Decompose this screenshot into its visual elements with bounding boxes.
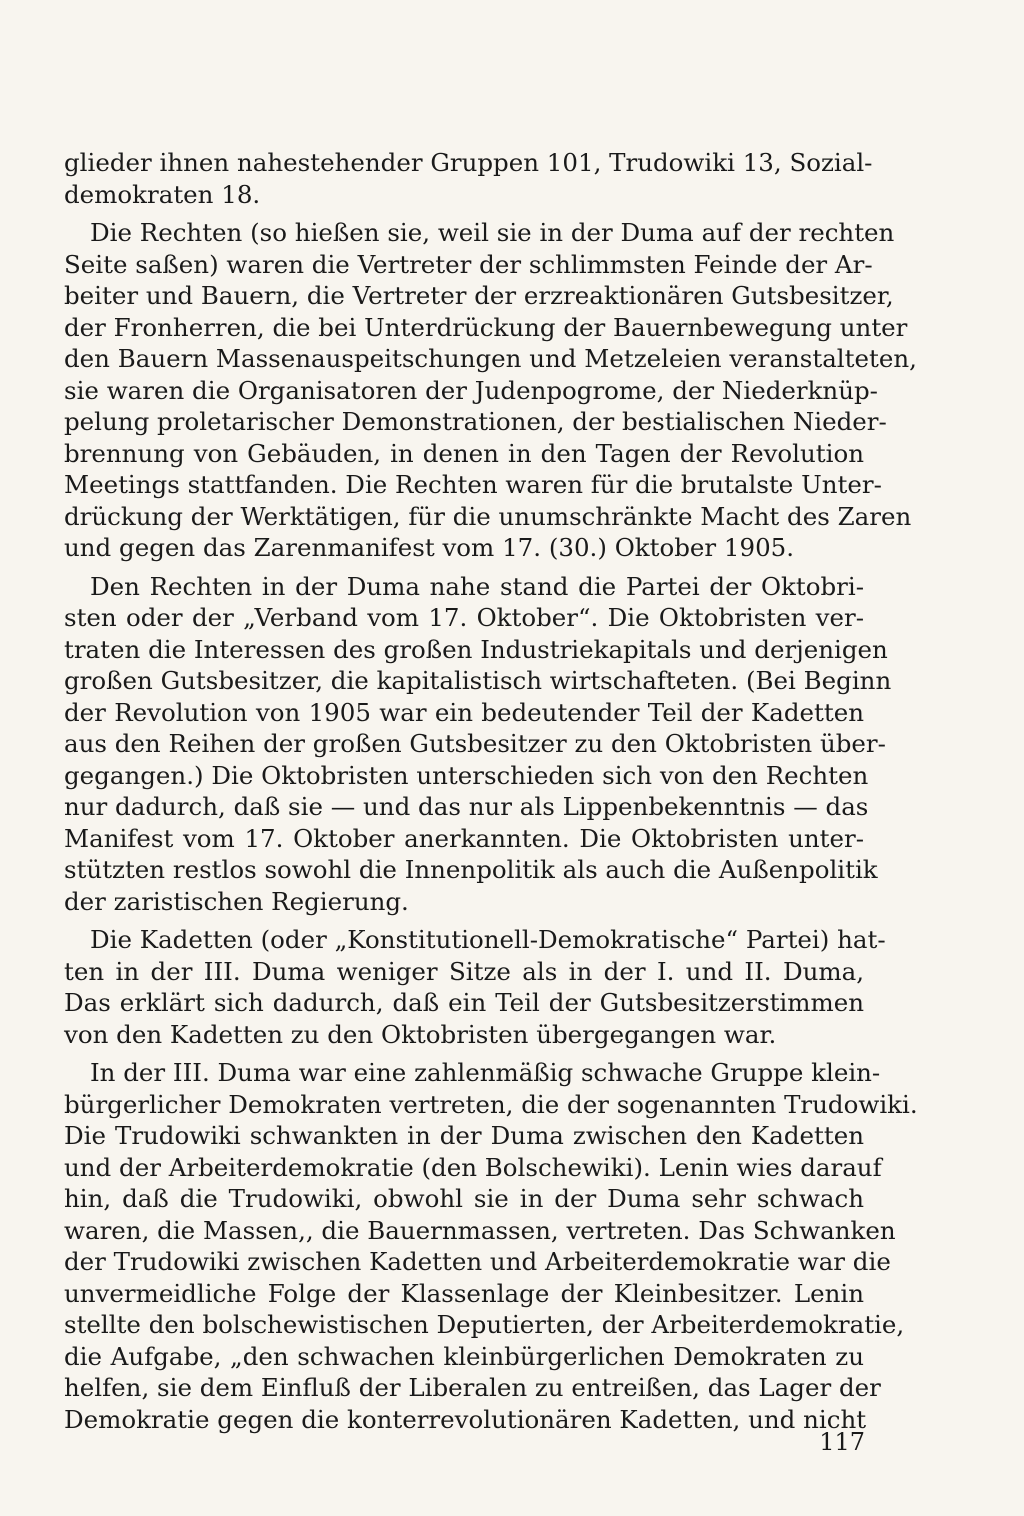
paragraph: [64, 217, 917, 564]
text-line: von den Kadetten zu den Oktobristen übergegangen war.: [64, 1019, 777, 1049]
text-line: Die Rechten (so hießen sie, weil sie in der Duma auf der rechten: [90, 218, 895, 247]
text-line: stützten restlos sowohl die Innenpolitik als auch die Außenpolitik: [64, 855, 878, 884]
paragraph: [64, 1057, 918, 1435]
text-line: den Bauern Massenauspeitschungen und Metzeleien veranstalteten,: [64, 344, 917, 373]
text-line: sten oder der „Verband vom 17. Oktober“. Die Oktobristen ver-: [64, 603, 864, 632]
text-line: hin, daß die Trudowiki, obwohl sie in der Duma sehr schwach: [64, 1184, 864, 1213]
text-line: Die Trudowiki schwankten in der Duma zwischen den Kadetten: [64, 1121, 864, 1150]
text-line: traten die Interessen des großen Industriekapitals und derjenigen: [64, 634, 888, 664]
text-line: beiter und Bauern, die Vertreter der erzreaktionären Gutsbesitzer,: [64, 281, 894, 310]
text-line: Den Rechten in der Duma nahe stand die Partei der Oktobri-: [90, 571, 864, 601]
text-line: glieder ihnen nahestehender Gruppen 101, Trudowiki 13, Sozial-: [64, 148, 873, 177]
paragraph: [64, 924, 886, 1050]
paragraph: [64, 147, 873, 210]
text-line: sie waren die Organisatoren der Judenpogrome, der Niederknüp-: [64, 375, 878, 405]
text-line: bürgerlicher Demokraten vertreten, die der sogenannten Trudowiki.: [64, 1089, 918, 1119]
text-line: aus den Reihen der großen Gutsbesitzer zu den Oktobristen über-: [64, 729, 886, 758]
text-line: Die Kadetten (oder „Konstitutionell-Demokratische“ Partei) hat-: [90, 925, 886, 954]
text-line: helfen, sie dem Einfluß der Liberalen zu entreißen, das Lager der: [64, 1373, 881, 1402]
text-line: der Fronherren, die bei Unterdrückung der Bauernbewegung unter: [64, 312, 908, 342]
text-line: demokraten 18.: [64, 179, 261, 209]
text-line: stellte den bolschewistischen Deputierten, der Arbeiterdemokratie,: [64, 1310, 905, 1339]
text-line: der Trudowiki zwischen Kadetten und Arbeiterdemokratie war die: [64, 1247, 891, 1276]
text-line: Manifest vom 17. Oktober anerkannten. Die Oktobristen unter-: [64, 823, 864, 853]
text-line: brennung von Gebäuden, in denen in den Tagen der Revolution: [64, 438, 864, 468]
text-line: waren, die Massen,, die Bauernmassen, vertreten. Das Schwanken: [64, 1215, 896, 1245]
text-line: der zaristischen Regierung.: [64, 886, 409, 916]
text-line: und der Arbeiterdemokratie (den Bolschewiki). Lenin wies darauf: [64, 1152, 882, 1182]
text-line: und gegen das Zarenmanifest vom 17. (30.) Oktober 1905.: [64, 533, 795, 562]
text-line: Seite saßen) waren die Vertreter der schlimmsten Feinde der Ar-: [64, 249, 873, 279]
paragraph: [64, 571, 892, 918]
text-line: der Revolution von 1905 war ein bedeutender Teil der Kadetten: [64, 697, 864, 727]
page-number: 117: [819, 1428, 865, 1456]
text-line: In der III. Duma war eine zahlenmäßig schwache Gruppe klein-: [90, 1058, 881, 1087]
text-line: Demokratie gegen die konterrevolutionären Kadetten, und nicht: [64, 1404, 867, 1434]
text-line: Meetings stattfanden. Die Rechten waren für die brutalste Unter-: [64, 470, 882, 499]
text-line: großen Gutsbesitzer, die kapitalistisch wirtschafteten. (Bei Beginn: [64, 666, 892, 695]
text-line: nur dadurch, daß sie — und das nur als Lippenbekenntnis — das: [64, 792, 869, 821]
text-line: gegangen.) Die Oktobristen unterschieden sich von den Rechten: [64, 760, 869, 790]
text-line: die Aufgabe, „den schwachen kleinbürgerlichen Demokraten zu: [64, 1341, 864, 1371]
text-line: drückung der Werktätigen, für die unumschränkte Macht des Zaren: [64, 501, 912, 531]
text-line: ten in der III. Duma weniger Sitze als in der I. und II. Duma,: [64, 956, 864, 986]
text-line: Das erklärt sich dadurch, daß ein Teil der Gutsbesitzerstimmen: [64, 988, 864, 1017]
text-line: unvermeidliche Folge der Klassenlage der Kleinbesitzer. Lenin: [64, 1278, 864, 1308]
text-line: pelung proletarischer Demonstrationen, der bestialischen Nieder-: [64, 407, 887, 436]
